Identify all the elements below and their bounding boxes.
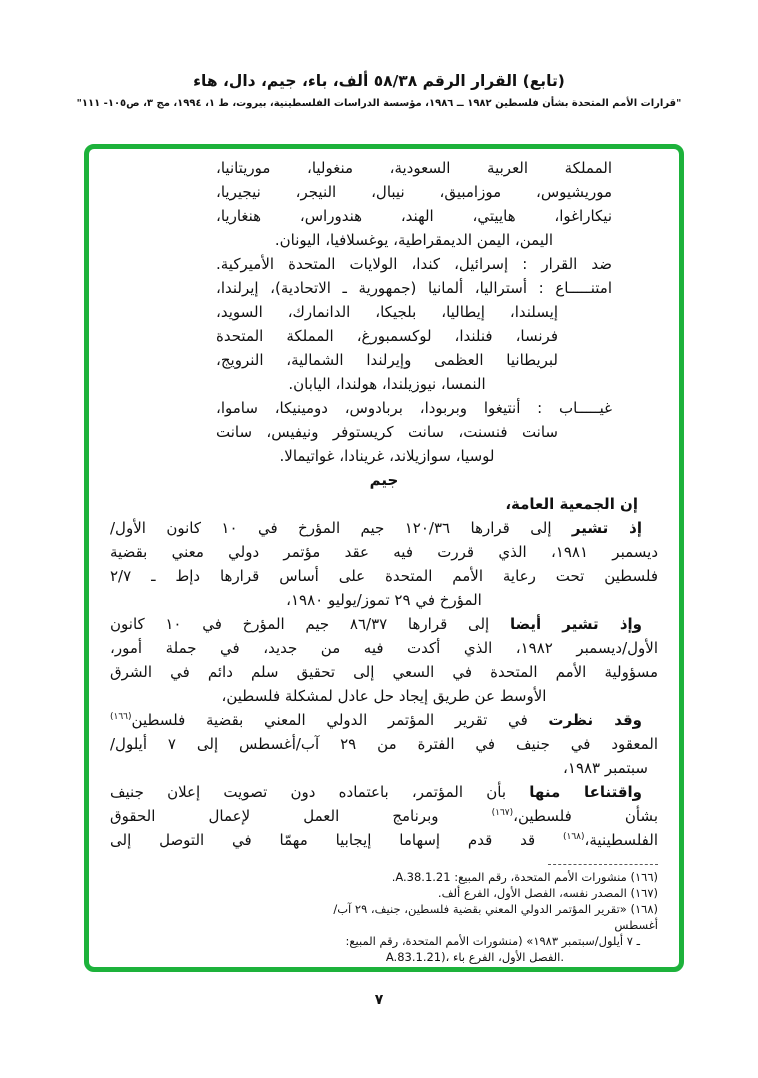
text-line bbox=[216, 300, 558, 324]
text-segment: (١٦٦) منشورات الأمم المتحدة، رقم المبيع: A.38.1.21. bbox=[391, 870, 658, 884]
text-segment: غيـــــاب : bbox=[520, 399, 612, 417]
text-segment: في تقرير المؤتمر الدولي المعني بقضية فلسطين bbox=[131, 711, 549, 729]
source-citation: "قرارات الأمم المتحدة بشأن فلسطين ١٩٨٢ ــ ١٩٨٦، مؤسسة الدراسات الفلسطينية، بيروت، ط ١، ١٩٩٤، مج ٣، ص١٠٥- ١١١" bbox=[76, 98, 682, 109]
text-segment: أستراليا، ألمانيا (جمهورية ـ الاتحادية)، إيرلندا، bbox=[216, 279, 528, 297]
text-segment: سبتمبر ١٩٨٣، bbox=[563, 759, 648, 777]
text-line bbox=[110, 684, 658, 708]
text-line bbox=[322, 933, 658, 949]
text-segment: A.83.1.21)، الفصل الأول، الفرع باء. bbox=[385, 950, 564, 964]
text-line bbox=[216, 204, 612, 228]
text-segment: ديسمبر ١٩٨١، الذي قررت فيه عقد مؤتمر دولي معني بقضية bbox=[110, 543, 659, 561]
page-header bbox=[0, 70, 758, 112]
text-line bbox=[110, 564, 658, 588]
text-segment: المعقود في جنيف في الفترة من ٢٩ آب/أغسطس إلى ٧ أيلول/ bbox=[110, 735, 658, 753]
assembly-opening-line: إن الجمعية العامة، bbox=[505, 495, 638, 513]
bold-lead-text: واقتناعا منها bbox=[529, 783, 642, 801]
text-segment: لوسيا، سوازيلاند، غرينادا، غواتيمالا. bbox=[279, 447, 495, 465]
footnote-ref: (١٦٦) bbox=[110, 712, 132, 722]
footnote-ref: (١٦٧) bbox=[491, 808, 514, 818]
text-segment: وبرنامج العمل لإعمال الحقوق bbox=[110, 807, 492, 825]
text-segment: نيكاراغوا، هاييتي، الهند، هندوراس، هنغاريا، bbox=[216, 207, 612, 225]
text-segment: اليمن، اليمن الديمقراطية، يوغسلافيا، اليونان. bbox=[274, 231, 554, 249]
text-line bbox=[216, 396, 612, 420]
text-line bbox=[110, 612, 658, 636]
text-segment: إيسلندا، إيطاليا، بلجيكا، الدانمارك، السويد، bbox=[216, 303, 558, 321]
text-line bbox=[110, 660, 658, 684]
text-segment: موريشيوس، موزامبيق، نيبال، النيجر، نيجيريا، bbox=[216, 183, 612, 201]
text-segment: المؤرخ في ٢٩ تموز/يوليو ١٩٨٠، bbox=[286, 591, 482, 609]
text-segment: أنتيغوا وبربودا، بربادوس، دومينيكا، ساموا، bbox=[216, 399, 521, 417]
text-line bbox=[110, 780, 658, 804]
text-line bbox=[216, 420, 558, 444]
text-line bbox=[110, 588, 658, 612]
text-line bbox=[110, 732, 658, 756]
text-segment: المملكة العربية السعودية، منغوليا، موريتانيا، bbox=[216, 159, 612, 177]
text-segment: إسرائيل، كندا، الولايات المتحدة الأميركية. bbox=[216, 255, 509, 273]
text-line bbox=[216, 228, 612, 252]
content-border-box bbox=[84, 144, 684, 972]
text-line bbox=[216, 180, 612, 204]
text-line bbox=[216, 372, 558, 396]
text-line bbox=[110, 540, 658, 564]
text-line bbox=[322, 901, 658, 933]
text-segment: الفلسطينية، bbox=[584, 831, 658, 849]
text-line bbox=[322, 949, 658, 965]
text-line bbox=[216, 156, 612, 180]
page-number: ٧ bbox=[374, 992, 384, 1008]
text-line bbox=[216, 324, 558, 348]
text-line bbox=[216, 252, 612, 276]
text-line bbox=[110, 828, 658, 852]
text-line bbox=[216, 276, 612, 300]
text-line bbox=[110, 756, 658, 780]
vote-absent-list bbox=[216, 396, 612, 468]
text-segment: (١٦٧) المصدر نفسه، الفصل الأول، الفرع ألف. bbox=[437, 886, 658, 900]
text-line bbox=[216, 348, 558, 372]
text-segment: سانت فنسنت، سانت كريستوفر ونيفيس، سانت bbox=[216, 423, 558, 441]
text-segment: إلى قرارها ١٢٠/٣٦ جيم المؤرخ في ١٠ كانون الأول/ bbox=[110, 519, 572, 537]
text-line bbox=[110, 636, 658, 660]
text-line bbox=[110, 708, 658, 732]
text-segment: الأول/ديسمبر ١٩٨٢، الذي أكدت فيه من جديد، في جملة أمور، bbox=[110, 639, 658, 657]
footnotes-block bbox=[322, 869, 658, 965]
text-segment: امتنـــــاع : bbox=[527, 279, 612, 297]
vote-against-list bbox=[216, 252, 612, 276]
vote-for-continuation-list bbox=[216, 156, 612, 252]
text-segment: ضد القرار : bbox=[508, 255, 613, 273]
resolution-title: (تابع) القرار الرقم ٥٨/٣٨ ألف، باء، جيم، دال، هاء bbox=[193, 72, 565, 90]
text-segment: بأن المؤتمر، باعتماده دون تصويت إعلان جنيف bbox=[110, 783, 530, 801]
text-segment: لبريطانيا العظمى وإيرلندا الشمالية، النرويج، bbox=[216, 351, 558, 369]
text-line bbox=[322, 869, 658, 885]
text-line bbox=[216, 444, 558, 468]
text-segment: قد قدم إسهاما إيجابيا مهمّا في التوصل إلى bbox=[110, 831, 563, 849]
footnote-ref: (١٦٨) bbox=[563, 832, 585, 842]
text-segment: ـ ٧ أيلول/سبتمبر ١٩٨٣» (منشورات الأمم المتحدة، رقم المبيع: bbox=[345, 934, 640, 948]
bold-lead-text: إذ تشير bbox=[571, 519, 642, 537]
text-segment: مسؤولية الأمم المتحدة في السعي إلى تحقيق سلم دائم في الشرق bbox=[110, 663, 658, 681]
resolution-body-paragraphs bbox=[110, 516, 658, 852]
text-line bbox=[110, 804, 658, 828]
text-segment: بشأن فلسطين، bbox=[513, 807, 658, 825]
text-segment: فلسطين تحت رعاية الأمم المتحدة على أساس قرارها دإط ـ ٢/٧ bbox=[110, 567, 658, 585]
text-segment: (١٦٨) «تقرير المؤتمر الدولي المعني بقضية فلسطين، جنيف، ٢٩ آب/أغسطس bbox=[333, 902, 658, 932]
section-heading-jeem: جيم bbox=[369, 471, 399, 489]
text-line bbox=[322, 885, 658, 901]
text-segment: إلى قرارها ٨٦/٣٧ جيم المؤرخ في ١٠ كانون bbox=[110, 615, 510, 633]
text-segment: فرنسا، فنلندا، لوكسمبورغ، المملكة المتحدة bbox=[216, 327, 558, 345]
text-line bbox=[110, 516, 658, 540]
bold-lead-text: وقد نظرت bbox=[548, 711, 643, 729]
vote-abstain-list bbox=[216, 276, 612, 396]
bold-lead-text: وإذ تشير أيضا bbox=[509, 615, 642, 633]
text-segment: الأوسط عن طريق إيجاد حل عادل لمشكلة فلسطين، bbox=[221, 687, 547, 705]
text-segment: النمسا، نيوزيلندا، هولندا، اليابان. bbox=[288, 375, 486, 393]
footnote-separator bbox=[548, 864, 658, 865]
